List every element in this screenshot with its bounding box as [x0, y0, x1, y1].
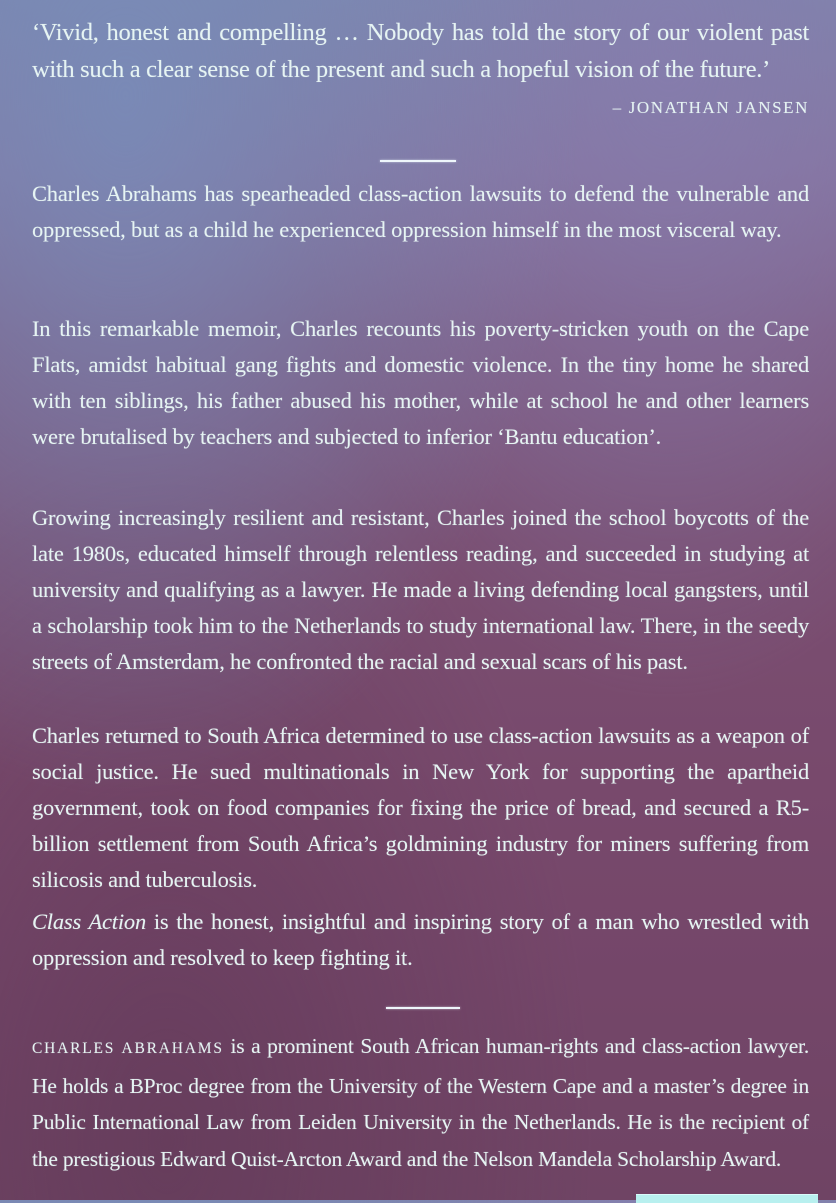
quote-attribution [613, 89, 809, 126]
book-title: Class Action [32, 909, 146, 934]
author-name: CHARLES ABRAHAMS [32, 1040, 224, 1057]
blurb-paragraph-2: In this remarkable memoir, Charles recounts his poverty-stricken youth on the Cape Flats, amidst habitual gang fights and domestic violence. In the tiny home he shared with ten siblings, his father abused his mother, while at school he and other learners were brutalised by teachers and subjected to inferior ‘Bantu education’. [32, 316, 809, 449]
blurb-paragraph-3: Growing increasingly resilient and resistant, Charles joined the school boycotts of the late 1980s, educated himself through relentless reading, and succeeded in studying at university and qualifying as a lawyer. He made a living defending local gangsters, until a scholarship took him to the Netherlands to study international law. There, in the seedy streets of Amsterdam, he confronted the racial and sexual scars of his past. [32, 505, 809, 674]
barcode-sticker-edge [636, 1194, 818, 1203]
endorsement-quote [32, 14, 809, 126]
attribution-dash: – [612, 98, 623, 117]
closing-text: is the honest, insightful and inspiring story of a man who wrestled with oppression and resolved to keep fighting it. [32, 909, 809, 970]
blurb-paragraph-4: Charles returned to South Africa determined to use class-action lawsuits as a weapon of social justice. He sued multinationals in New York for supporting the apartheid government, took on food companies for fixing the price of bread, and secured a R5-billion settlement from South Africa’s goldmining industry for miners suffering from silicosis and tuberculosis. [32, 723, 809, 892]
section-divider [386, 1007, 460, 1009]
blurb-paragraph-1: Charles Abrahams has spearheaded class-action lawsuits to defend the vulnerable and oppressed, but as a child he experienced oppression himself in the most visceral way. [32, 181, 809, 242]
blurb-closing-paragraph [32, 904, 809, 976]
section-divider [380, 160, 456, 162]
author-bio [32, 1028, 809, 1177]
attribution-name: JONATHAN JANSEN [628, 98, 809, 117]
author-bio-text: is a prominent South African human-rights and class-action lawyer. He holds a BProc degree from the University of the Western Cape and a master’s degree in Public International Law from Leiden University in the Netherlands. He is the recipient of the prestigious Edward Quist-Arcton Award and the Nelson Mandela Scholarship Award. [32, 1034, 809, 1171]
quote-text: ‘Vivid, honest and compelling … Nobody has told the story of our violent past with such a clear sense of the present and such a hopeful vision of the future.’ [32, 19, 809, 83]
